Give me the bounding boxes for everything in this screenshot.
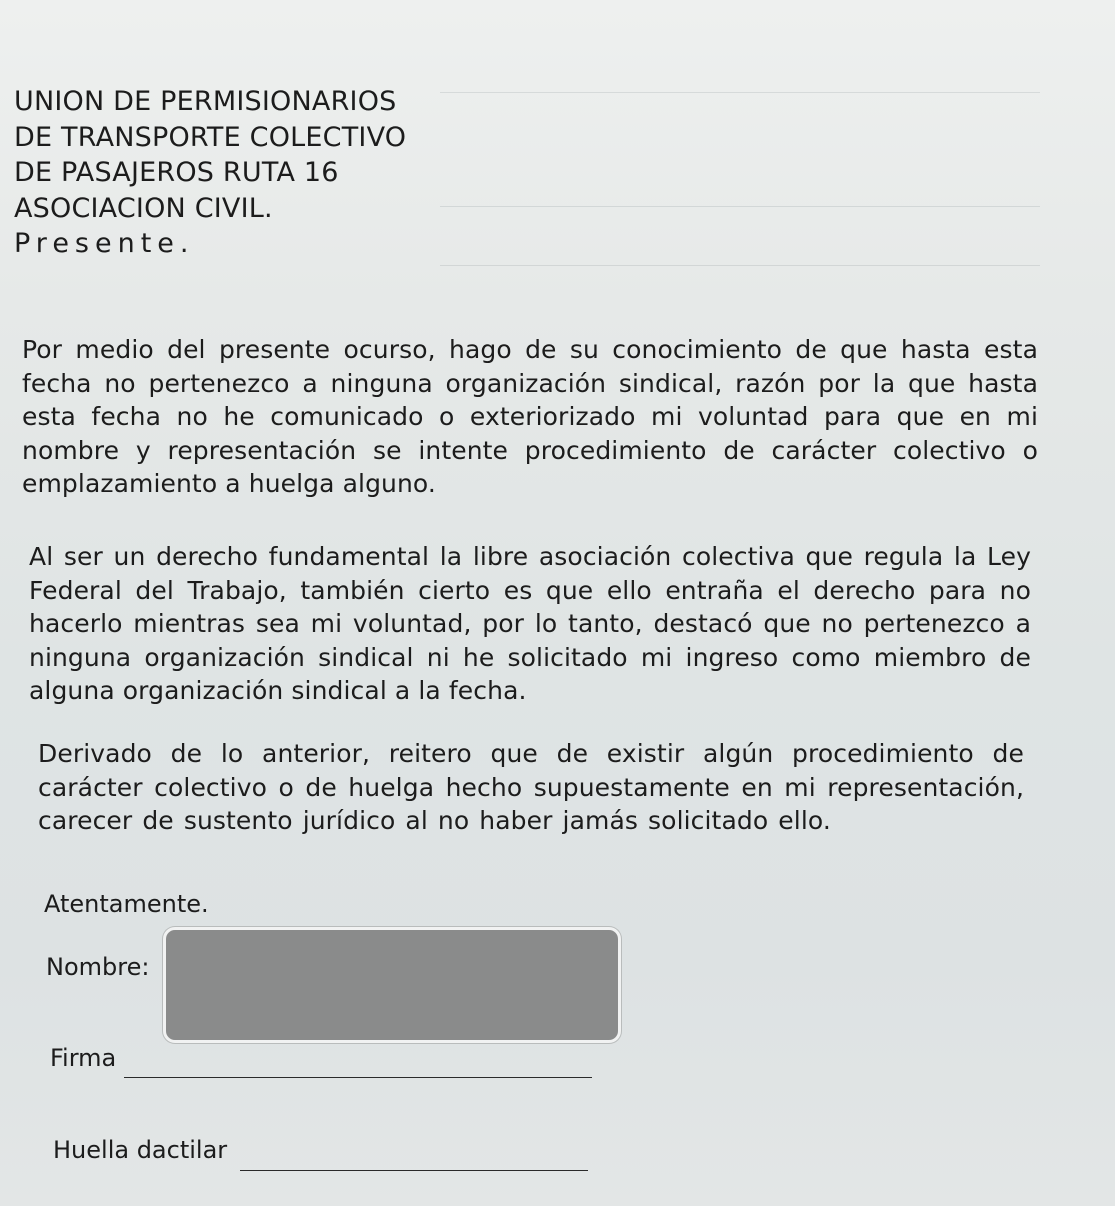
addressee-line: DE PASAJEROS RUTA 16 <box>14 157 339 188</box>
addressee-line: UNION DE PERMISIONARIOS <box>14 86 397 117</box>
name-label: Nombre: <box>46 953 150 981</box>
body-paragraph-3: Derivado de lo anterior, reitero que de existir algún procedimiento de carácter colectivo o de huelga hecho supuestamente en mi representación, carecer de sustento jurídico al no haber jamás solicitado ello. <box>38 739 1024 835</box>
addressee-line: DE TRANSPORTE COLECTIVO <box>14 121 407 153</box>
fingerprint-line <box>240 1170 588 1171</box>
ghost-rule <box>440 206 1040 207</box>
signature-label: Firma <box>50 1044 117 1072</box>
name-redaction-box <box>163 927 621 1043</box>
signature-line <box>124 1077 592 1078</box>
addressee-line: ASOCIACION CIVIL. <box>14 192 273 224</box>
ghost-rule <box>440 92 1040 93</box>
body-paragraph-2: Al ser un derecho fundamental la libre asociación colectiva que regula la Ley Federal del Trabajo, también cierto es que ello entraña el derecho para no hacerlo mientras sea mi voluntad, por lo tanto, destacó que no pertenezco a ninguna organización sindical ni he solicitado mi ingreso como miembro de alguna organización sindical a la fecha. <box>29 542 1031 705</box>
ghost-rule <box>440 265 1040 266</box>
addressee-presente: Presente. <box>14 228 195 259</box>
closing-salutation: Atentamente. <box>44 890 209 918</box>
fingerprint-label: Huella dactilar <box>53 1136 228 1164</box>
addressee-block <box>14 84 406 262</box>
body-paragraph-1: Por medio del presente ocurso, hago de su conocimiento de que hasta esta fecha no pertenezco a ninguna organización sindical, razón por la que hasta esta fecha no he comunicado o exteriorizado mi voluntad para que en mi nombre y representación se intente procedimiento de carácter colectivo o emplazamiento a huelga alguno. <box>22 335 1038 498</box>
